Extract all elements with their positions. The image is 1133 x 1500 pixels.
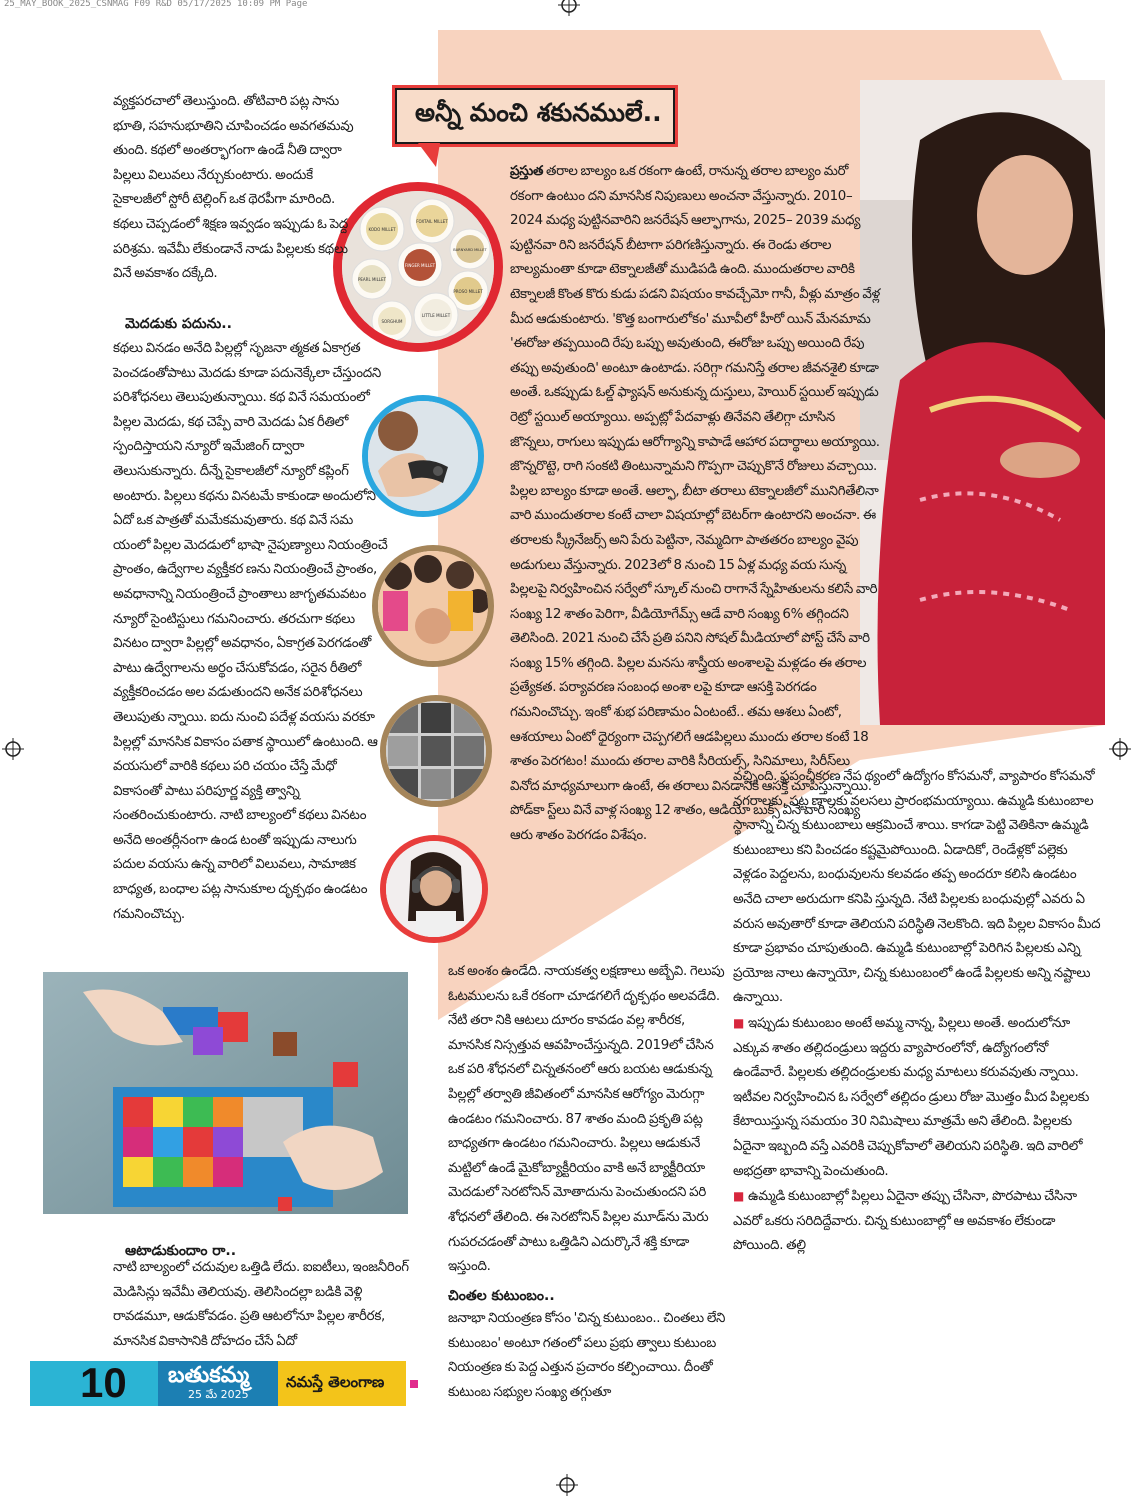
bullet-paragraph-2: ఉమ్మడి కుటుంబాల్లో పిల్లలు ఏదైనా తప్పు చేసినా, పొరపాటు చేసినా ఎవరో ఒకరు సరిదిద్దేవారు. చిన్న కుటుంబాల్లో ఆ అవకాశం లేకుండా పోయింది. తల్లి xyxy=(733,1189,1077,1254)
subhead-lets-play: ఆటాడుకుందాం రా.. xyxy=(125,1243,237,1259)
magazine-brand-block xyxy=(158,1361,278,1406)
lead-bold-word: ప్రస్తుత xyxy=(510,164,544,179)
registration-mark-icon xyxy=(2,738,24,760)
millet-label: LITTLE MILLET xyxy=(421,313,451,318)
intro-paragraph: వ్యక్తపరచాలో తెలుస్తుంది. తోటివారి పట్ల సాను భూతి, సహనుభూతిని చూపించడం అవగతమవు తుంది. కథలో అంతర్భాగంగా ఉండే నీతి ద్వారా పిల్లలు విలువలు నేర్చుకుంటారు. అందుకే సైకాలజీలో స్టోరీ టెల్లింగ్ ఒక థెరపీగా మారింది. కథలు చెప్పడంలో శిక్షణ ఇవ్వడం ఇప్పుడు ఓ పెద్ద పరిశ్రమ. ఇవేమీ లేకుండానే నాడు పిల్లలకు కథలు వినే అవకాశం దక్కేది. xyxy=(113,94,354,282)
registration-mark-icon xyxy=(1109,738,1131,760)
newspaper-name: నమస్తే తెలంగాణ xyxy=(286,1373,385,1391)
film-collage-photo xyxy=(380,695,492,807)
millet-label: PEARL MILLET xyxy=(357,277,387,282)
millet-label: KODO MILLET xyxy=(368,227,396,232)
millet-label: SORGHUM xyxy=(381,319,403,324)
bullet-paragraph-1: ఇప్పుడు కుటుంబం అంటే అమ్మ నాన్న, పిల్లలు అంతే. అందులోనూ ఎక్కువ శాతం తల్లిదండ్రులు ఇద్దరు వ్యాపారంలోనో, ఉద్యోగంలోనో ఉండేవారే. పిల్లలకు తల్లిదండ్రులకు మధ్య మాటలు కరువవుతు న్నాయి. ఇటీవల నిర్వహించిన ఓ సర్వేలో తల్లిదం డ్రులు రోజు మొత్తం మీద పిల్లలకు కేటాయిస్తున్న సమయం 30 నిమిషాలు మాత్రమే అని తేలింది. పిల్లలకు ఏదైనా ఇబ్బంది వస్తే ఎవరికి చెప్పుకోవాలో తెలియని పరిస్థితి. ఇది వారిలో అభద్రతా భావాన్ని పెంచుతుంది. xyxy=(733,1015,1090,1179)
small-family-body xyxy=(448,1307,728,1405)
page-number: 10 xyxy=(80,1359,127,1406)
headline: అన్నీ మంచి శకునములే.. xyxy=(395,88,675,144)
puzzle-blocks-photo xyxy=(43,972,408,1214)
magazine-name: బతుకమ్మ xyxy=(168,1363,250,1388)
center-column-body xyxy=(510,160,880,849)
bullet-square-icon: ■ xyxy=(733,1015,745,1030)
globalization-paragraph: వచ్చింది. ప్రపంచీకరణ నేప థ్యంలో ఉద్యోగం కోసమనో, వ్యాపారం కోసమనో నగరాలకు, పట్ట ణాలకు వలసలు ప్రారంభమయ్యాయి. ఉమ్మడి కుటుంబాల స్థానాన్ని చిన్న కుటుంబాలు ఆక్రమించే శాయి. కాగడా పెట్టి వెతికినా ఉమ్మడి కుటుంబాలు కని పించడం కష్టమైపోయింది. ఏడాదికో, రెండేళ్లకో పల్లెకు వెళ్లడం పెద్దలను, బంధువులను కలవడం తప్ప అందరూ కలిసి ఉండటం అనేది చాలా అరుదుగా కనిపి స్తున్నది. నేటి పిల్లలకు బంధువుల్లో ఎవరు ఏ వరుస అవుతారో కూడా తెలియని పరిస్థితి నెలకొంది. ఇది పిల్లల వికాసం మీద కూడా ప్రభావం చూపుతుంది. ఉమ్మడి కుటుంబాల్లో పెరిగిన పిల్లలకు ఎన్ని ప్రయోజ నాలు ఉన్నాయో, చిన్న కుటుంబంలో ఉండే పిల్లలకు అన్ని నష్టాలు ఉన్నాయి. xyxy=(733,769,1101,1006)
bullet-square-icon: ■ xyxy=(733,1189,745,1204)
newspaper-block xyxy=(278,1361,406,1406)
page-number-block xyxy=(30,1361,158,1406)
small-family-paragraph: జనాభా నియంత్రణ కోసం 'చిన్న కుటుంబం.. చింతలు లేని కుటుంబం' అంటూ గతంలో పలు ప్రభు త్వాలు కుటుంబ నియంత్రణ కు పెద్ద ఎత్తున ప్రచారం కల్పించాయి. దీంతో కుటుంబ సభ్యుల సంఖ్య తగ్గుతూ xyxy=(448,1311,726,1400)
left-column-intro xyxy=(113,90,361,287)
podcast-listener-photo xyxy=(380,835,488,943)
millet-label: FOXTAIL MILLET xyxy=(416,219,448,224)
lets-play-paragraph: నాటి బాల్యంలో చదువుల ఒత్తిడి లేదు. ఐఐటీలు, ఇంజనీరింగ్ మెడిసిన్లు ఇవేమీ తెలియవు. తెలిసిందల్లా బడికి వెళ్లి రావడమూ, ఆడుకోవడం. ప్రతి ఆటలోనూ పిల్లల శారీరక, మానసిక వికాసానికి దోహదం చేసే ఏదో xyxy=(113,1260,409,1349)
center-column-lower xyxy=(448,960,728,1280)
right-column-body xyxy=(733,765,1103,1259)
subhead-small-family: చింతల కుటుంబం.. xyxy=(448,1288,555,1304)
subhead-sharpen-brain: మెదడుకు పదును.. xyxy=(125,316,232,332)
millet-label: FINGER MILLET xyxy=(404,263,436,268)
children-photo xyxy=(372,545,494,667)
footer-dot xyxy=(410,1380,418,1388)
millet-label: BARNYARD MILLET xyxy=(453,248,487,252)
lets-play-body xyxy=(113,1256,413,1354)
girl-photo xyxy=(860,80,1105,725)
issue-date: 25 మే 2025 xyxy=(188,1388,249,1401)
left-column-body xyxy=(113,337,388,927)
sharpen-brain-paragraph: కథలు వినడం అనేది పిల్లల్లో సృజనా త్మకత ఏకాగ్రత పెంచడంతోపాటు మెదడు కూడా పదునెక్కేలా చేస్తుందని పరిశోధనలు తెలుపుతున్నాయి. కథ వినే సమయంలో పిల్లల మెదడు, కథ చెప్పే వారి మెదడు ఏక రీతిలో స్పందిస్తాయని న్యూరో ఇమేజింగ్ ద్వారా తెలుసుకున్నారు. దీన్నే సైకాలజీలో న్యూరో కప్లింగ్ అంటారు. పిల్లలు కథను వినటమే కాకుండా అందులోని ఏదో ఒక పాత్రతో మమేకమవుతారు. కథ వినే సమ యంలో పిల్లల మెదడులో భాషా నైపుణ్యాలు నియంత్రించే ప్రాంతం, ఉద్వేగాల వ్యక్తీకర ణను నియంత్రించే ప్రాంతం, అవధానాన్ని నియంత్రించే ప్రాంతాలు జాగృతమవటం న్యూరో సైంటిస్టులు గమనించారు. తరచుగా కథలు వినటం ద్వారా పిల్లల్లో అవధానం, ఏకాగ్రత పెరగడంతో పాటు ఉద్వేగాలను అర్థం చేసుకోవడం, సరైన రీతిలో వ్యక్తీకరించడం అల వడుతుందని అనేక పరిశోధనలు తెలుపుతు న్నాయి. ఐదు నుంచి పదేళ్ల వయసు వరకూ పిల్లల్లో మానసిక వికాసం పతాక స్థాయిలో ఉంటుంది. ఆ వయసులో వారికి కథలు పరి చయం చేస్తే మేధో వికాసంతో పాటు పరిపూర్ణ వ్యక్తి త్వాన్ని సంతరించుకుంటారు. నాటి బాల్యంలో కథలు వినటం అనేది అంతర్లీనంగా ఉండ టంతో ఇప్పుడు నాలుగు పదుల వయసు ఉన్న వారిలో విలువలు, సామాజిక బాధ్యత, బంధాల పట్ల సానుకూల దృక్పథం ఉండటం గమనించొచ్చు. xyxy=(113,341,388,922)
millet-label: PROSO MILLET xyxy=(453,289,483,294)
headline-pointer xyxy=(418,143,440,169)
play-benefits-paragraph: ఒక అంశం ఉండేది. నాయకత్వ లక్షణాలు అబ్బేవి. గెలుపు ఓటములను ఒకే రకంగా చూడగలిగే దృక్పథం అలవడేది. నేటి తరా నికి ఆటలు దూరం కావడం వల్ల శారీరక, మానసిక నిస్సత్తువ ఆవహించేస్తున్నది. 2019లో చేసిన ఒక పరి శోధనలో చిన్నతనంలో ఆరు బయట ఆడుకున్న పిల్లల్లో తర్వాతి జీవితంలో మానసిక ఆరోగ్యం మెరుగ్గా ఉండటం గమనించారు. 87 శాతం మంది ప్రకృతి పట్ల బాధ్యతగా ఉండటం గమనించారు. పిల్లలు ఆడుకునే మట్టిలో ఉండే మైకోబ్యాక్టీరియం వాకి అనే బ్యాక్టీరియా మెదడులో సెరటోనిన్ మోతాదును పెంచుతుందని పరి శోధనలో తేలింది. ఈ సెరటోనిన్ పిల్లల మూడ్‌ను మెరు గుపరచడంతో పాటు ఒత్తిడిని ఎదుర్కొనే శక్తి కూడా ఇస్తుంది. xyxy=(448,964,725,1275)
generations-paragraph: తరాల బాల్యం ఒక రకంగా ఉంటే, రానున్న తరాల బాల్యం మరో రకంగా ఉంటుం దని మానసిక నిపుణులు అంచనా వేస్తున్నారు. 2010– 2024 మధ్య పుట్టినవారిని జనరేషన్ ఆల్ఫాగాను, 2025– 2039 మధ్య పుట్టినవా రిని జనరేషన్ బీటాగా పరిగణిస్తున్నారు. ఈ రెండు తరాల బాల్యమంతా కూడా టెక్నాలజీతో ముడిపడి ఉంది. ముందుతరాల వారికి టెక్నాలజీ కొంత కొరు కుడు పడని విషయం కావచ్చేమో గానీ, వీళ్లు మాత్రం వేళ్ల మీద ఆడుకుంటారు. 'కొత్త బంగారులోకం' మూవీలో హీరో యిన్ మేనమామ 'ఈరోజు తప్పయింది రేపు ఒప్పు అవుతుంది, ఈరోజు ఒప్పు అయింది రేపు తప్పు అవుతుంది' అంటూ ఉంటాడు. సరిగ్గా గమనిస్తే తరాల జీవనశైలి కూడా అంతే. ఒకప్పుడు ఓల్డ్ ఫ్యాషన్ అనుకున్న దుస్తులు, హెయిర్ స్టయిల్ ఇప్పుడు రెట్రో స్టయిల్ అయ్యాయి. అప్పట్లో పేదవాళ్లు తినేవని తేలిగ్గా చూసిన జొన్నలు, రాగులు ఇప్పుడు ఆరోగ్యాన్ని కాపాడే ఆహార పదార్థాలు అయ్యాయి. జొన్నరొట్టె, రాగి సంకటి తింటున్నామని గొప్పగా చెప్పుకొనే రోజులు వచ్చాయి. పిల్లల బాల్యం కూడా అంతే. ఆల్ఫా, బీటా తరాలు టెక్నాలజీలో మునిగితేలినా వారి ముందుతరాల కంటే చాలా విషయాల్లో బెటర్‌గా ఉంటారని అంచనా. ఈ తరాలకు స్క్రీనేజర్స్ అని పేరు పెట్టినా, నెమ్మదిగా పాతతరం బాల్యం వైపు అడుగులు వేస్తున్నారు. 2023లో 8 నుంచి 15 ఏళ్ల మధ్య వయ సున్న పిల్లలపై నిర్వహించిన సర్వేలో స్కూల్ నుంచి రాగానే స్నేహితులను కలిసే వారి సంఖ్య 12 శాతం పెరిగా, వీడియోగేమ్స్ ఆడే వారి సంఖ్య 6% తగ్గిందని తెలిసింది. 2021 నుంచి చేసే ప్రతి పనిని సోషల్ మీడియాలో పోస్ట్ చేసే వారి సంఖ్య 15% తగ్గింది. పిల్లల మనసు శాస్త్రీయ అంశాలపై మళ్లడం ఈ తరాల ప్రత్యేకత. పర్యావరణ సంబంధ అంశా లపై కూడా ఆసక్తి పెరగడం గమనించొచ్చు. ఇంకో శుభ పరిణామం ఏంటంటే.. తమ ఆశలు ఏంటో, ఆశయాలు ఏంటో ధైర్యంగా చెప్పగలిగే ఆడపిల్లలు ముందు తరాల కంటే 18 శాతం పెరగటం! ముందు తరాల వారికి సీరియల్స్, సినిమాలు, సిరీస్‌లు వినోద మాధ్యమాలుగా ఉంటే, ఈ తరాలు వినడానికి ఆసక్తి చూపిస్తున్నాయి. పోడ్‌కా స్ట్‌లు వినే వాళ్ల సంఖ్య 12 శాతం, ఆడియో బుక్స్ వినే వారి సంఖ్య ఆరు శాతం పెరగడం విశేషం. xyxy=(510,164,880,844)
registration-mark-icon xyxy=(556,1474,578,1496)
print-slug: 25_MAY_BOOK_2025_CSNMAG F09 R&D 05/17/2025 10:09 PM Page xyxy=(4,0,308,8)
